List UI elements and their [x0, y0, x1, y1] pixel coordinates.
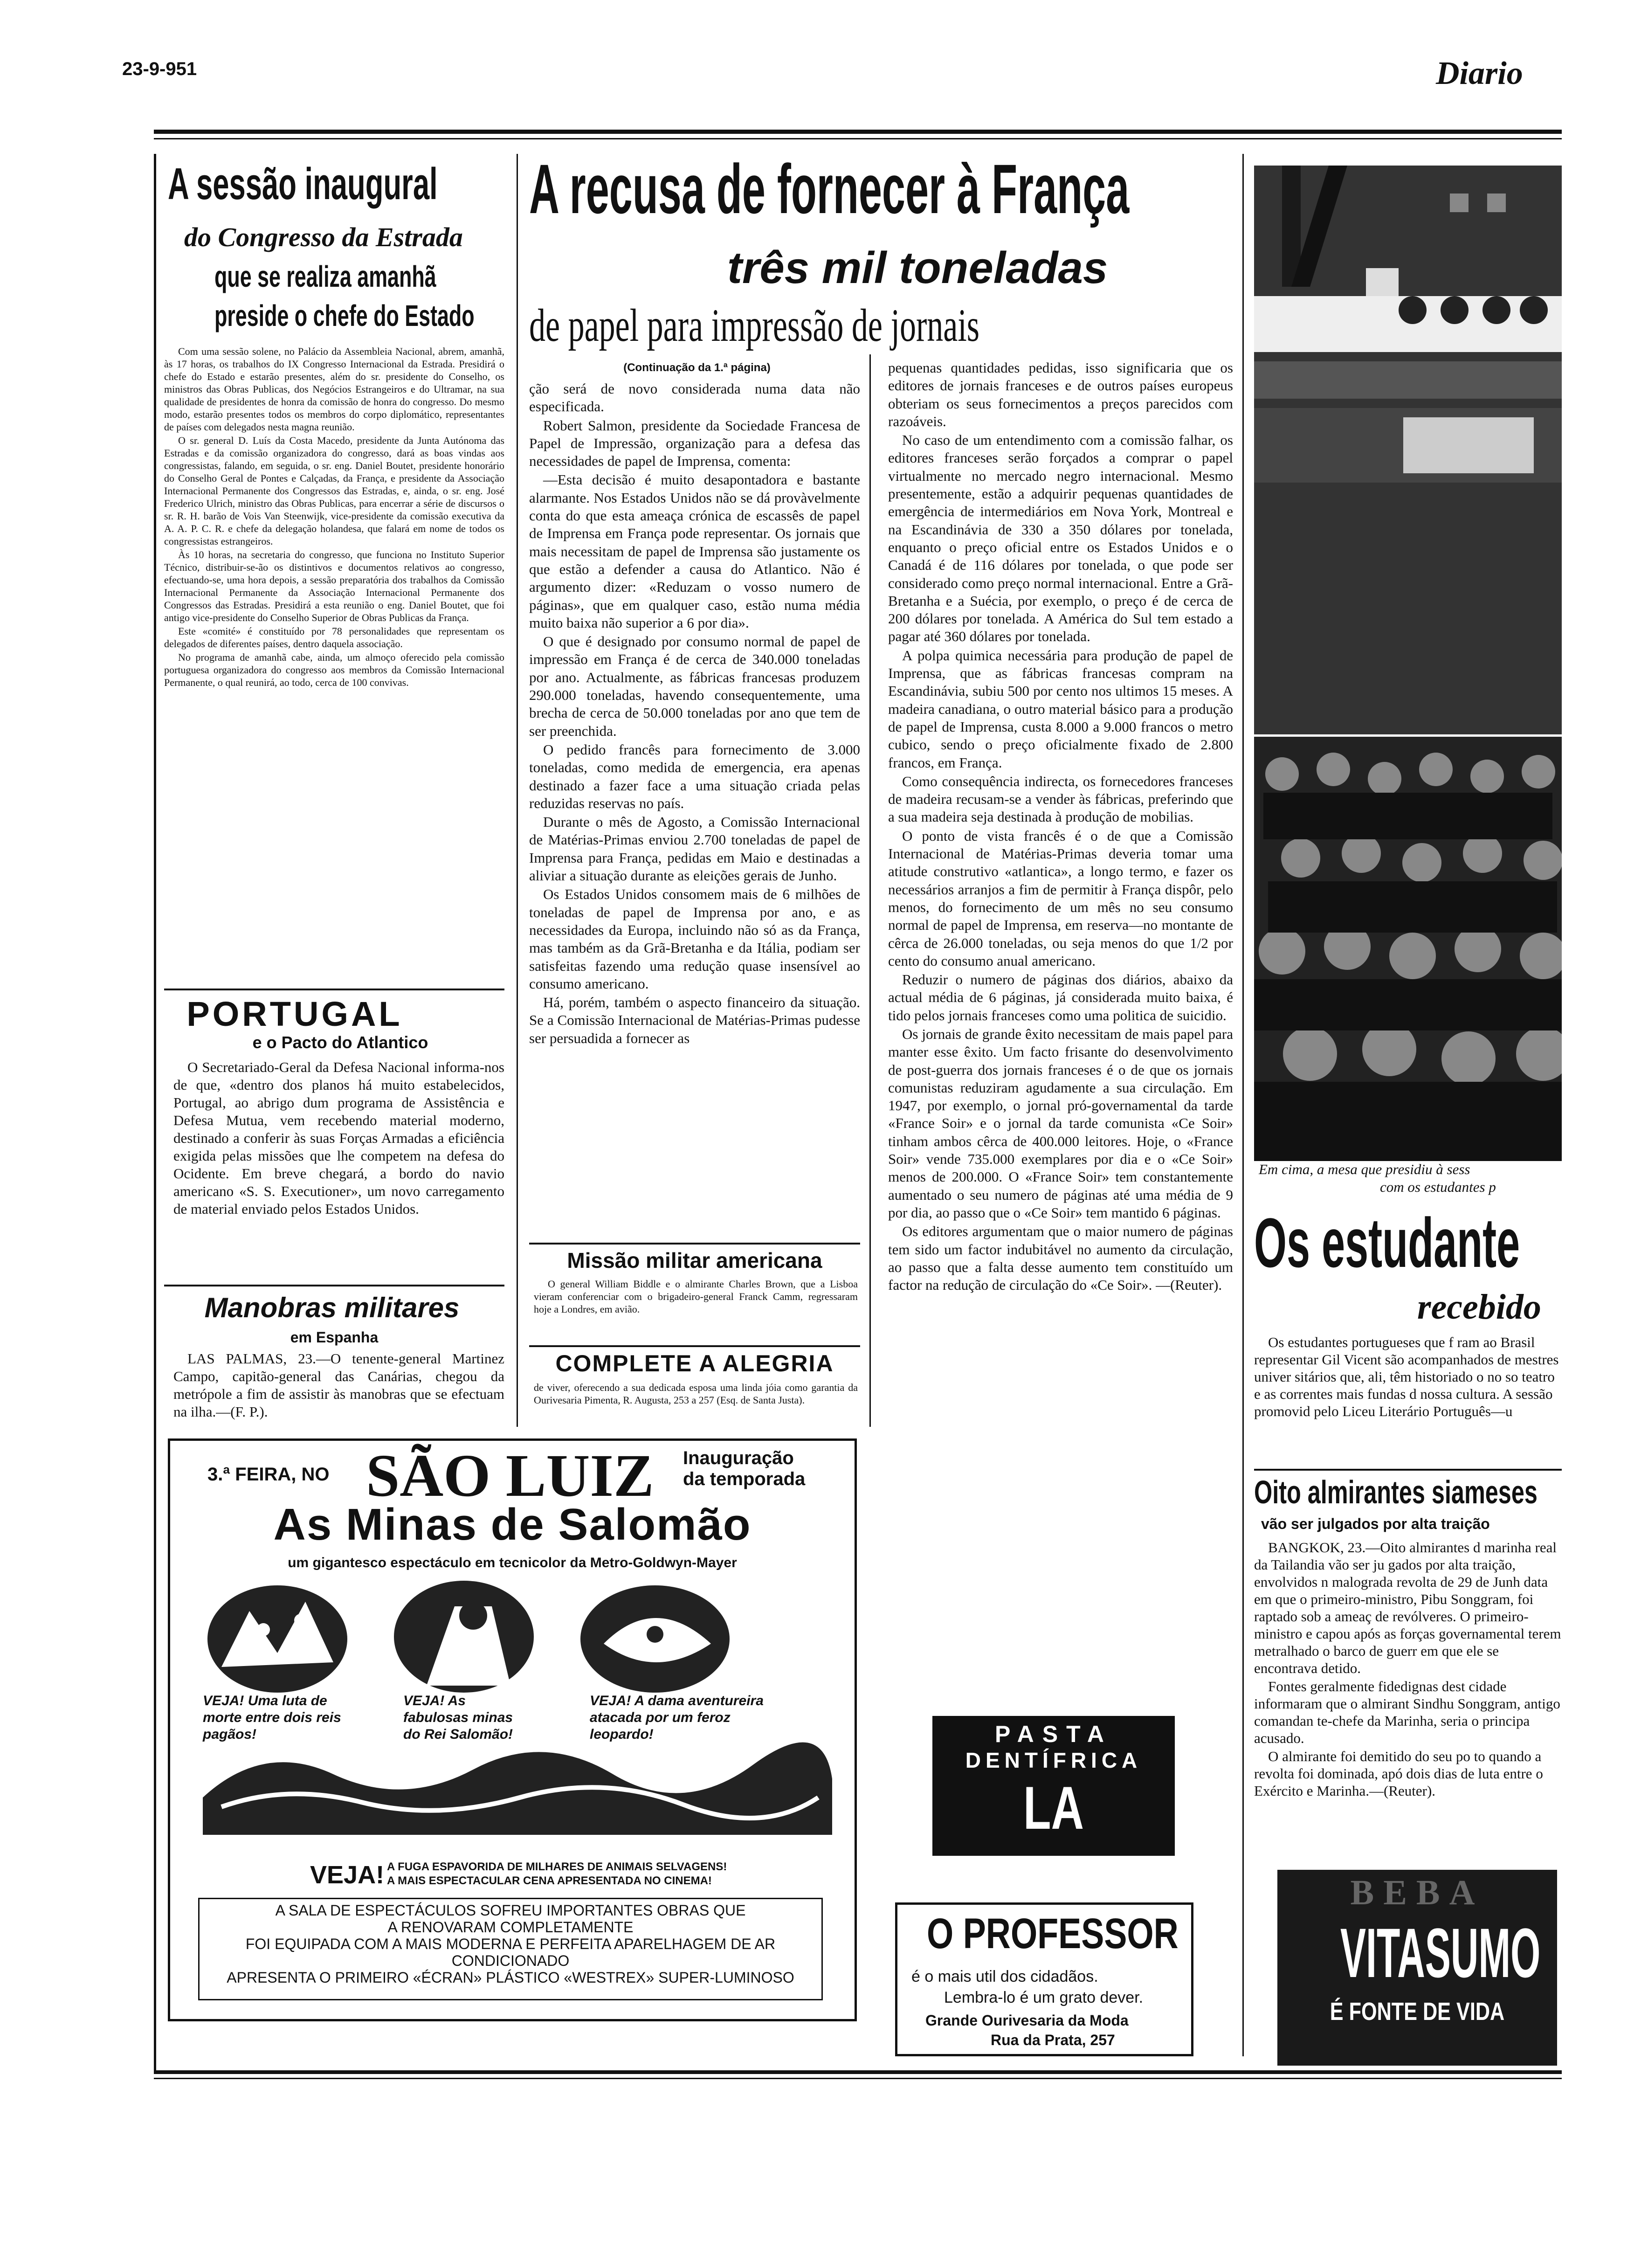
masthead-rule-thin [154, 138, 1562, 139]
date-label: 23-9-951 [122, 59, 197, 79]
professor-line-2: Lembra-lo é um grato dever. [944, 1989, 1144, 2006]
ad-cinema-name: SÃO LUIZ [366, 1442, 654, 1509]
professor-headline: O PROFESSOR [927, 1910, 1179, 1957]
masthead-logo: Diario [1436, 55, 1523, 91]
latoja-line-1: PASTA [994, 1721, 1113, 1747]
section-divider [164, 989, 504, 990]
sessao-subhead-3: preside o chefe do Estado [214, 299, 475, 332]
ad-veja-line-2: A MAIS ESPECTACULAR CENA APRESENTADA NO CINEMA! [387, 1874, 712, 1887]
scene-leopard [580, 1585, 730, 1693]
section-divider [164, 1285, 504, 1286]
photo-top-table [1254, 166, 1562, 734]
missao-headline: Missão militar americana [567, 1248, 822, 1272]
photo-caption-1: Em cima, a mesa que presidiu à sess [1259, 1161, 1470, 1177]
vitasumo-ad [1277, 1870, 1557, 2066]
sessao-body: Com uma sessão solene, no Palácio da Assembleia Nacional, abrem, amanhã, às 17 horas, os trabalhos do IX Congresso Internacional da Estrada. Presidirá o chefe do Estado e estarão presentes, além do sr. presidente do Conselho, os ministros das Obras Publicas, dos Negócios Estrangeiros e do Ultramar, na sua qualidade de presidentes de honra da comissão de honra do congresso. Do mesmo modo, estarão presentes todos os membros do corpo diplomático, representantes de países com delegados nesta magna reunião. O sr. general D. Luís da Costa Macedo, presidente da Junta Autónoma das Estradas e da comissão organizadora do congresso, dará as boas vindas aos congressistas, falando, em seguida, o sr. eng. Daniel Boutet, presidente honorário do Conselho Geral de Pontes e Calçadas, da França, e presidente da Associação Internacional Permanente dos Congressos das Estradas, e, ainda, o sr. eng. José Frederico Ulrich, ministro das Obras Publicas, para encerrar a série de discursos o sr. R. H. barão de Vois Van Steenwijk, vice-presidente da comissão executiva da A. A. P. C. R. e chefe da delegação holandesa, que falará em nome de todos os congressistas estrangeiros. Às 10 horas, na secretaria do congresso, que funciona no Instituto Superior Técnico, distribuir-se-ão os distintivos e documentos relativos ao congresso, efectuando-se, uma hora depois, a sessão preparatória dos trabalhos da Comissão Internacional Permanente da Associação Internacional Permanente dos Congressos das Estradas. Presidirá a esta reunião o eng. Daniel Boutet, que foi antigo vice-presidente do Conselho Superior de Obras Publicas da França. Este «comité» é constituído por 78 personalidades que representam os delegados de diferentes países, dentro daquela associação. No programa de amanhã cabe, ainda, um almoço oferecido pela comissão portuguesa organizadora do congresso aos membros da Comissão Internacional Permanente, o qual reunirá, ao todo, cerca de 100 convivas. [164, 346, 504, 688]
estudantes-body: Os estudantes portugueses que f ram ao Brasil representar Gil Vicent são acompanhados de mestres univer sitários que, ali, têm historiado o no so teatro e as correntes mais fundas d nossa cultura. A sessão promovid pelo Liceu Literário Português—u [1254, 1334, 1559, 1419]
footer-rule-thin [154, 2078, 1562, 2079]
scene-mines [394, 1581, 534, 1693]
column-divider [517, 154, 518, 1427]
professor-line-3: Grande Ourivesaria da Moda [925, 2012, 1129, 2029]
column-divider [869, 354, 871, 1427]
continuacao-note: (Continuação da 1.ª página) [623, 361, 771, 374]
vitasumo-brand: VITASUMO [1340, 1914, 1541, 1992]
vitasumo-beba: BEBA [1350, 1873, 1484, 1912]
professor-ad [895, 1902, 1193, 2056]
sao-luiz-ad [168, 1438, 857, 2021]
vitasumo-tagline: É FONTE DE VIDA [1330, 1998, 1505, 2026]
manobras-subhead: em Espanha [290, 1329, 379, 1346]
center-column-1: ção será de novo considerada numa data não especificada. Robert Salmon, presidente da Sociedade Francesa de Papel de Impressão, organização para a defesa das necessidades de papel de Imprensa, comenta: —Esta decisão é muito desapontadora e bastante alarmante. Nos Estados Unidos não se dá provàvelmente conta do que esta ameaça crónica de escassês de papel de Imprensa em França pode representar. Os jornais que mais necessitam de papel de Imprensa são justamente os que estão a defender a causa do Atlantico. Não é argumento dizer: «Reduzam o vosso numero de páginas», que em qualquer caso, estão numa média muito baixa não superior a 6 por dia». O que é designado por consumo normal de papel de impressão em França é de cerca de 340.000 toneladas por ano. Actualmente, as fábricas francesas produzem 290.000 toneladas, havendo consequentemente, uma brecha de cerca de 50.000 toneladas por ano que tem de ser preenchida. O pedido francês para fornecimento de 3.000 toneladas, como medida de emergencia, era apenas destinado a fazer face a uma situação criada pelas reduzidas reservas no país. Durante o mês de Agosto, a Comissão Internacional de Matérias-Primas enviou 2.700 toneladas de papel de Imprensa para França, pedidas em Maio e destinadas a aliviar a situação durante as eleições gerais de Junho. Os Estados Unidos consomem mais de 6 milhões de toneladas de papel de Imprensa por ano, e as necessidades da Europa, incluindo não só as da França, mas também as da Grã-Bretanha e da Itália, podiam ser satisfeitas fazendo uma redução quase insensível ao consumo americano. Há, porém, também o aspecto financeiro da situação. Se a Comissão Internacional de Matérias-Primas pudesse ser persuadida a fornecer as [529, 380, 860, 1046]
oito-subhead: vão ser julgados por alta traição [1261, 1515, 1490, 1532]
section-divider [529, 1345, 860, 1347]
estudantes-subhead: recebido [1417, 1287, 1541, 1327]
photo-table-scene [1254, 166, 1562, 734]
ad-movie-title: As Minas de Salomão [273, 1500, 752, 1549]
ad-movie-subtitle: um gigantesco espectáculo em tecnicolor da Metro-Goldwyn-Mayer [288, 1555, 737, 1570]
ad-pre: 3.ª FEIRA, NO [207, 1464, 330, 1485]
ad-inaug-2: da temporada [683, 1469, 806, 1489]
oito-headline: Oito almirantes siameses [1254, 1474, 1538, 1510]
ad-inaug-1: Inauguração [683, 1448, 794, 1468]
sessao-subhead: do Congresso da Estrada [184, 222, 463, 252]
section-divider [529, 1243, 860, 1245]
main-headline: A recusa de fornecer à França [529, 150, 1130, 228]
manobras-body: LAS PALMAS, 23.—O tenente-general Martinez Campo, capitão-general das Canárias, chegou da metrópole a fim de assistir às manobras que se efectuam na ilha.—(F. P.). [173, 1350, 504, 1420]
manobras-headline: Manobras militares [204, 1292, 460, 1323]
photo-students [1254, 737, 1562, 1161]
ad-veja-big: VEJA! [310, 1861, 385, 1889]
main-subhead-2: de papel para impressão de jornais [529, 299, 980, 351]
margin-rule [154, 154, 156, 2070]
alegria-body: de viver, oferecendo a sua dedicada esposa uma linda jóia como garantia da Ourivesaria Pimenta, R. Augusta, 253 a 257 (Esq. de Santa Justa). [534, 1382, 858, 1406]
ad-info-box: A SALA DE ESPECTÁCULOS SOFREU IMPORTANTES OBRAS QUE A RENOVARAM COMPLETAMENTE FOI EQUIPADA COM A MAIS MODERNA E PERFEITA APARELHAGEM DE AR CONDICIONADO APRESENTA O PRIMEIRO «ÉCRAN» PLÁSTICO «WESTREX» SUPER-LUMINOSO [198, 1898, 823, 2000]
missao-body: O general William Biddle e o almirante Charles Brown, que a Lisboa vieram conferenciar com o brigadeiro-general Franck Camm, regressaram hoje a Londres, em avião. [534, 1278, 858, 1315]
sessao-subhead-2: que se realiza amanhã [214, 260, 436, 293]
main-subhead: três mil toneladas [727, 243, 1108, 293]
column-divider [1242, 154, 1244, 2056]
ad-veja-2: VEJA! As fabulosas minas do Rei Salomão! [403, 1693, 529, 1743]
professor-line-1: é o mais util dos cidadãos. [911, 1968, 1098, 1985]
photo-audience-scene [1254, 737, 1562, 1161]
footer-rule-thick [154, 2070, 1562, 2074]
sessao-headline: A sessão inaugural [168, 159, 438, 209]
photo-caption-2: com os estudantes p [1380, 1179, 1496, 1195]
estudantes-headline: Os estudante [1254, 1203, 1520, 1282]
ad-veja-line-1: A FUGA ESPAVORIDA DE MILHARES DE ANIMAIS SELVAGENS! [387, 1860, 727, 1873]
ad-veja-1: VEJA! Uma luta de morte entre dois reis pagãos! [203, 1693, 352, 1743]
section-divider [1254, 1469, 1562, 1471]
oito-body: BANGKOK, 23.—Oito almirantes d marinha real da Tailandia vão ser ju gados por alta traição, envolvidos n malograda revolta de 29 de Junh data em que o primeiro-ministro, Pibu Songgram, foi raptado sob a ameaç de revólveres. O primeiro-ministro e capou após as forças governamental terem metralhado o barco de guerr em que ele se encontrava detido. Fontes geralmente fidedignas dest cidade informaram que o almirant Sindhu Songgram, antigo comandan te-chefe da Marinha, seria o principa acusado. O almirante foi demitido do seu po to quando a revolta foi dominada, apó dois dias de luta entre o Exército e Marinha.—(Reuter). [1254, 1539, 1561, 1799]
ad-veja-3: VEJA! A dama aventureira atacada por um feroz leopardo! [590, 1693, 767, 1743]
portugal-subhead: e o Pacto do Atlantico [252, 1033, 428, 1052]
latoja-line-3: LA TOJA [993, 1774, 1114, 1912]
portugal-headline: PORTUGAL [186, 995, 403, 1033]
scene-fight [207, 1585, 347, 1693]
latoja-ad [932, 1716, 1175, 1912]
latoja-line-2: DENTÍFRICA [965, 1748, 1142, 1772]
masthead-rule-thick [154, 130, 1562, 134]
portugal-body: O Secretariado-Geral da Defesa Nacional informa-nos de que, «dentro dos planos há muito estabelecidos, Portugal, ao abrigo dum programa de Assistência e Defesa Mutua, vem recebendo material moderno, destinado a conferir às suas Forças Armadas a eficiência exigida pelas missões que lhe competem na defesa do Ocidente. Em breve chegará, a bordo do navio americano «S. S. Executioner», um novo carregamento de material enviado pelos Estados Unidos. [173, 1059, 504, 1217]
alegria-headline: COMPLETE A ALEGRIA [555, 1350, 834, 1376]
professor-line-4: Rua da Prata, 257 [991, 2032, 1115, 2048]
center-column-2: pequenas quantidades pedidas, isso significaria que os editores de jornais franceses e de outros países europeus obteriam os seus fornecimentos a preços parecidos com razoáveis. No caso de um entendimento com a comissão falhar, os editores franceses serão forçados a comprar o papel virtualmente no mercado negro internacional. Mesmo presentemente, estão a adquirir pequenas quantidades de emergência de intermediários em Nova York, Montreal e na Escandinávia de 330 a 350 dólares por tonelada, enquanto o preço oficial entre os Estados Unidos e o Canadá é de 116 dólares por tonelada, o que pode ser considerado como preço normal internacional. Entre a Grã-Bretanha e a Suécia, por exemplo, o preço é de cerca de 200 dólares por tonelada. A América do Sul tem estado a pagar até 360 dólares por tonelada. A polpa quimica necessária para produção de papel de Imprensa, que as fábricas francesas compram na Escandinávia, subiu 500 por cento nos ultimos 15 meses. A madeira canadiana, o outro material básico para a produção de papel de Imprensa, custa 8.000 a 9.000 francos o metro cubico, sendo o preço oficialmente fixado de 2.800 francos, em França. Como consequência indirecta, os fornecedores franceses de madeira recusam-se a vender às fábricas, preferindo que a sua madeira seja destinada à produção de mobilias. O ponto de vista francês é o de que a Comissão Internacional de Matérias-Primas deveria tomar uma atitude construtivo «atlantica», a longo termo, e fazer os necessários arranjos a fim de permitir à França dispôr, pelo menos, do fornecimento de um mês no seu consumo normal de papel de Imprensa, em reserva—no montante de cêrca de 26.000 toneladas, ou seja menos do que 1/2 por cento do consumo anual americano. Reduzir o numero de páginas dos diários, abaixo da actual média de 6 páginas, já considerada muito baixa, é tido pelos jornais franceses como uma politica de suicidio. Os jornais de grande êxito necessitam de mais papel para manter esse êxito. Um facto frisante do desenvolvimento de post-guerra dos jornais franceses é o de que os jornais comunistas reduziram agudamente a sua circulação. Em 1947, por exemplo, o jornal pró-governamental da tarde «France Soir» e o jornal da tarde comunista «Ce Soir» tinham ambos cêrca de 400.000 leitores. Hoje, o «France Soir» vende 735.000 exemplares por dia e o «Ce Soir» menos de 200.000. O «France Soir» tem constantemente aumentado o seu numero de páginas até uma média de 9 por dia, ao passo que o «Ce Soir» tem mantido 6 páginas. Os editores argumentam que o maior numero de páginas tem sido um factor indubitável no aumento da circulação, ao passo que a falta desse aumento tem constituído um factor na redução de circulação do «Ce Soir». —(Reuter). [888, 360, 1233, 1293]
scene-stampede [203, 1742, 832, 1835]
